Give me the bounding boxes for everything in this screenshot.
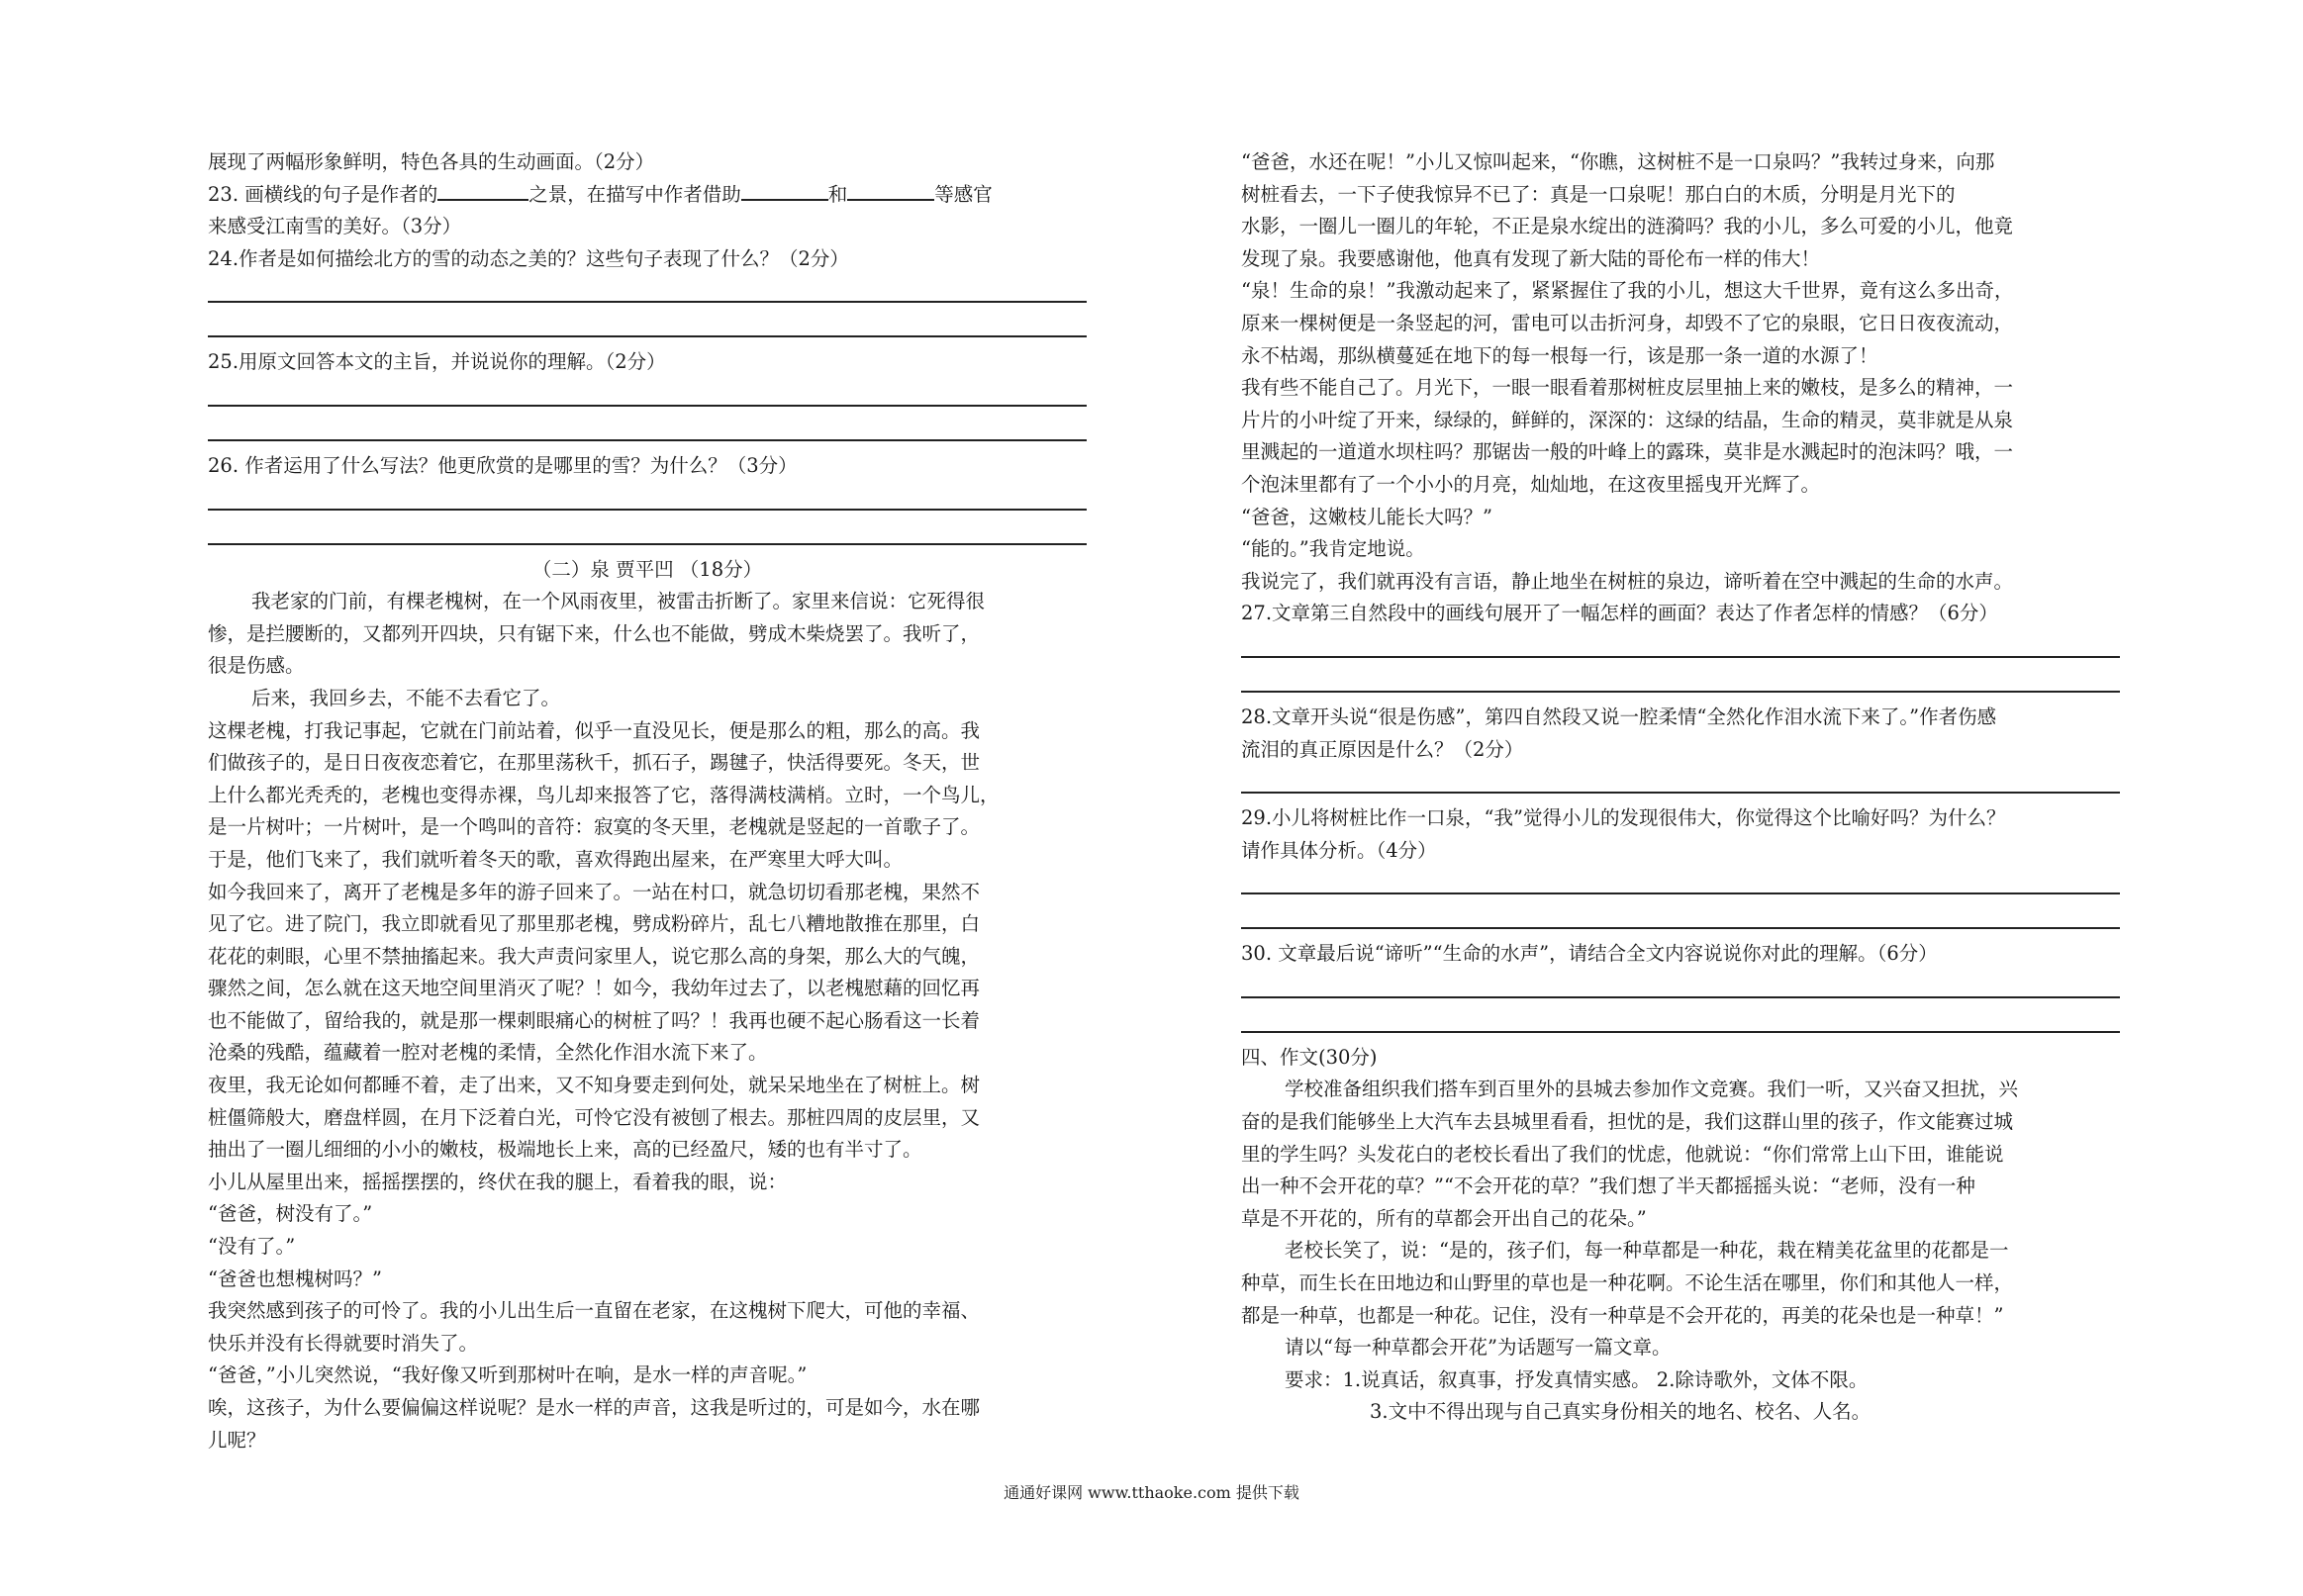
text-line: 原来一棵树便是一条竖起的河，雷电可以击折河身，却毁不了它的泉眼，它日日夜夜流动，: [1241, 311, 2014, 334]
text-line: 展现了两幅形象鲜明，特色各具的生动画面。（2分）: [208, 150, 655, 173]
footer-credit: 通通好课网 www.tthaoke.com 提供下载: [1004, 1483, 1299, 1502]
text-line: 见了它。进了院门，我立即就看见了那里那老槐，劈成粉碎片，乱七八糟地散推在那里，白: [208, 912, 981, 936]
answer-line[interactable]: [1241, 768, 2120, 794]
text-line: 都是一种草，也都是一种花。记住，没有一种草是不会开花的，再美的花朵也是一种草！”: [1241, 1303, 2004, 1327]
text-line: 儿呢？: [208, 1428, 266, 1452]
text-line: 骤然之间，怎么就在这天地空间里消灭了呢？！如今，我幼年过去了，以老槐慰藉的回忆再: [208, 977, 981, 1000]
text-line: “爸爸，”小儿突然说，“我好像又听到那树叶在响，是水一样的声音呢。”: [208, 1363, 808, 1387]
text-line: 唉，这孩子，为什么要偏偏这样说呢？是水一样的声音，这我是听过的，可是如今，水在哪: [208, 1396, 981, 1419]
text-line: “没有了。”: [208, 1235, 296, 1259]
text-line: 如今我回来了，离开了老槐是多年的游子回来了。一站在村口，就急切切看那老槐，果然不: [208, 880, 981, 903]
text-line: 我说完了，我们就再没有言语，静止地坐在树桩的泉边，谛听着在空中溅起的生命的水声。: [1241, 569, 2014, 593]
answer-line[interactable]: [208, 519, 1087, 545]
text-line: 们做孩子的，是日日夜夜恋着它，在那里荡秋千，抓石子，踢毽子，快活得要死。冬天，世: [208, 751, 981, 775]
text-line: “能的。”我肯定地说。: [1241, 537, 1425, 561]
section-title: （二）泉 贾平凹 （18分）: [531, 557, 763, 581]
text-line: “爸爸，水还在呢！”小儿又惊叫起来，“你瞧，这树桩不是一口泉吗？”我转过身来，向那: [1241, 150, 1995, 173]
text-line: 我老家的门前，有棵老槐树，在一个风雨夜里，被雷击折断了。家里来信说：它死得很: [251, 590, 986, 613]
text-line: 种草，而生长在田地边和山野里的草也是一种花啊。不论生活在哪里，你们和其他人一样，: [1241, 1271, 2014, 1295]
question-28-cont: 流泪的真正原因是什么？（2分）: [1241, 737, 1524, 761]
text-line: 是一片树叶；一片树叶，是一个鸣叫的音符：寂寞的冬天里，老槐就是竖起的一首歌子了。: [208, 815, 981, 839]
fill-blank[interactable]: [847, 179, 934, 201]
answer-line[interactable]: [1241, 667, 2120, 693]
answer-line[interactable]: [1241, 869, 2120, 894]
text-line: 出一种不会开花的草？”“不会开花的草？”我们想了半天都摇摇头说：“老师，没有一种: [1241, 1174, 1975, 1198]
text-line: 个泡沫里都有了一个小小的月亮，灿灿地，在这夜里摇曳开光辉了。: [1241, 472, 1821, 496]
text-line: 奋的是我们能够坐上大汽车去县城里看看，担忧的是，我们这群山里的孩子，作文能赛过城: [1241, 1110, 2014, 1134]
question-24: 24.作者是如何描绘北方的雪的动态之美的？这些句子表现了什么？（2分）: [208, 246, 849, 270]
text-line: 片片的小叶绽了开来，绿绿的，鲜鲜的，深深的：这绿的结晶，生命的精灵，莫非就是从泉: [1241, 408, 2014, 431]
text-line: 抽出了一圈儿细细的小小的嫩枝，极端地长上来，高的已经盈尺，矮的也有半寸了。: [208, 1138, 922, 1162]
fill-blank[interactable]: [741, 179, 828, 201]
question-text: 23. 画横线的句子是作者的: [208, 182, 438, 206]
text-line: 来感受江南雪的美好。（3分）: [208, 215, 462, 238]
text-line: “爸爸也想槐树吗？”: [208, 1267, 382, 1290]
question-29: 29.小儿将树桩比作一口泉，“我”觉得小儿的发现很伟大，你觉得这个比喻好吗？为什么？: [1241, 806, 2006, 830]
essay-prompt: 请以“每一种草都会开花”为话题写一篇文章。: [1285, 1336, 1672, 1360]
question-text: 等感官: [934, 182, 993, 206]
answer-line[interactable]: [208, 416, 1087, 441]
text-line: 也不能做了，留给我的，就是那一棵刺眼痛心的树桩了吗？！我再也硬不起心肠看这一长着: [208, 1008, 981, 1032]
answer-line[interactable]: [1241, 903, 2120, 929]
question-text: 和: [827, 182, 848, 206]
text-line: 老校长笑了，说：“是的，孩子们，每一种草都是一种花，栽在精美花盆里的花都是一: [1285, 1239, 2009, 1263]
text-line: 我有些不能自己了。月光下，一眼一眼看着那树桩皮层里抽上来的嫩枝，是多么的精神，一: [1241, 376, 2014, 400]
essay-requirements: 3.文中不得出现与自己真实身份相关的地名、校名、人名。: [1370, 1400, 1871, 1424]
text-line: 后来，我回乡去，不能不去看它了。: [251, 686, 561, 709]
question-29-cont: 请作具体分析。（4分）: [1241, 838, 1437, 862]
essay-title: 四、作文(30分): [1241, 1045, 1378, 1069]
text-line: 很是伤感。: [208, 654, 305, 678]
text-line: 沧桑的残酷，蕴藏着一腔对老槐的柔情，全然化作泪水流下来了。: [208, 1041, 768, 1065]
text-line: “爸爸，这嫩枝儿能长大吗？”: [1241, 505, 1492, 528]
text-line: 这棵老槐，打我记事起，它就在门前站着，似乎一直没见长，便是那么的粗，那么的高。我: [208, 718, 981, 742]
answer-line[interactable]: [1241, 1007, 2120, 1033]
answer-line[interactable]: [208, 312, 1087, 337]
answer-line[interactable]: [208, 381, 1087, 407]
text-line: “泉！生命的泉！”我激动起来了，紧紧握住了我的小儿，想这大千世界，竟有这么多出奇，: [1241, 279, 2014, 303]
question-text: 之景，在描写中作者借助: [528, 182, 741, 206]
text-line: 桩僵筛般大，磨盘样圆，在月下泛着白光，可怜它没有被刨了根去。那桩四周的皮层里，又: [208, 1105, 981, 1129]
text-line: “爸爸，树没有了。”: [208, 1202, 373, 1226]
question-30: 30. 文章最后说“谛听”“生命的水声”，请结合全文内容说说你对此的理解。（6分）: [1241, 942, 1938, 966]
text-line: 里的学生吗？头发花白的老校长看出了我们的忧虑，他就说：“你们常常上山下田，谁能说: [1241, 1142, 2004, 1166]
text-line: 永不枯竭，那纵横蔓延在地下的每一根每一行，该是那一条一道的水源了！: [1241, 343, 1878, 367]
text-line: 夜里，我无论如何都睡不着，走了出来，又不知身要走到何处，就呆呆地坐在了树桩上。树: [208, 1074, 981, 1097]
question-25: 25.用原文回答本文的主旨，并说说你的理解。（2分）: [208, 350, 666, 374]
text-line: 我突然感到孩子的可怜了。我的小儿出生后一直留在老家，在这槐树下爬大，可他的幸福、: [208, 1299, 981, 1323]
text-line: 花花的刺眼，心里不禁抽搐起来。我大声责问家里人，说它那么高的身架，那么大的气魄，: [208, 944, 981, 968]
right-column: [1241, 146, 2120, 1429]
text-line: 于是，他们飞来了，我们就听着冬天的歌，喜欢得跑出屋来，在严寒里大呼大叫。: [208, 847, 904, 871]
text-line: 上什么都光秃秃的，老槐也变得赤裸，鸟儿却来报答了它，落得满枝满梢。立时，一个鸟儿，: [208, 783, 1000, 806]
question-26: 26. 作者运用了什么写法？他更欣赏的是哪里的雪？为什么？（3分）: [208, 453, 798, 477]
question-23: [208, 179, 1087, 212]
text-line: 草是不开花的，所有的草都会开出自己的花朵。”: [1241, 1206, 1647, 1230]
fill-blank[interactable]: [437, 179, 528, 201]
left-column: [208, 146, 1087, 1456]
text-line: 惨，是拦腰断的，又都列开四块，只有锯下来，什么也不能做，劈成木柴烧罢了。我听了，: [208, 621, 981, 645]
text-line: 水影，一圈儿一圈儿的年轮，不正是泉水绽出的涟漪吗？我的小儿，多么可爱的小儿，他竟: [1241, 215, 2014, 238]
text-line: 里溅起的一道道水坝柱吗？那锯齿一般的叶峰上的露珠，莫非是水溅起时的泡沫吗？哦，一: [1241, 440, 2014, 464]
essay-requirements: 要求：1.说真话，叙真事，抒发真情实感。 2.除诗歌外，文体不限。: [1285, 1367, 1869, 1391]
text-line: 学校准备组织我们搭车到百里外的县城去参加作文竞赛。我们一听，又兴奋又担扰，兴: [1285, 1078, 2019, 1101]
text-line: 小儿从屋里出来，摇摇摆摆的，终伏在我的腿上，看着我的眼，说：: [208, 1170, 788, 1193]
question-28: 28.文章开头说“很是伤感”，第四自然段又说一腔柔情“全然化作泪水流下来了。”作者伤感: [1241, 704, 1997, 728]
text-line: 发现了泉。我要感谢他，他真有发现了新大陆的哥伦布一样的伟大！: [1241, 246, 1821, 270]
text-line: 树桩看去，一下子使我惊异不已了：真是一口泉呢！那白白的木质，分明是月光下的: [1241, 182, 1956, 206]
answer-line[interactable]: [208, 485, 1087, 511]
text-line: 快乐并没有长得就要时消失了。: [208, 1331, 479, 1355]
answer-line[interactable]: [1241, 973, 2120, 998]
question-27: 27.文章第三自然段中的画线句展开了一幅怎样的画面？表达了作者怎样的情感？（6分）: [1241, 602, 1998, 625]
answer-line[interactable]: [1241, 632, 2120, 658]
answer-line[interactable]: [208, 277, 1087, 303]
